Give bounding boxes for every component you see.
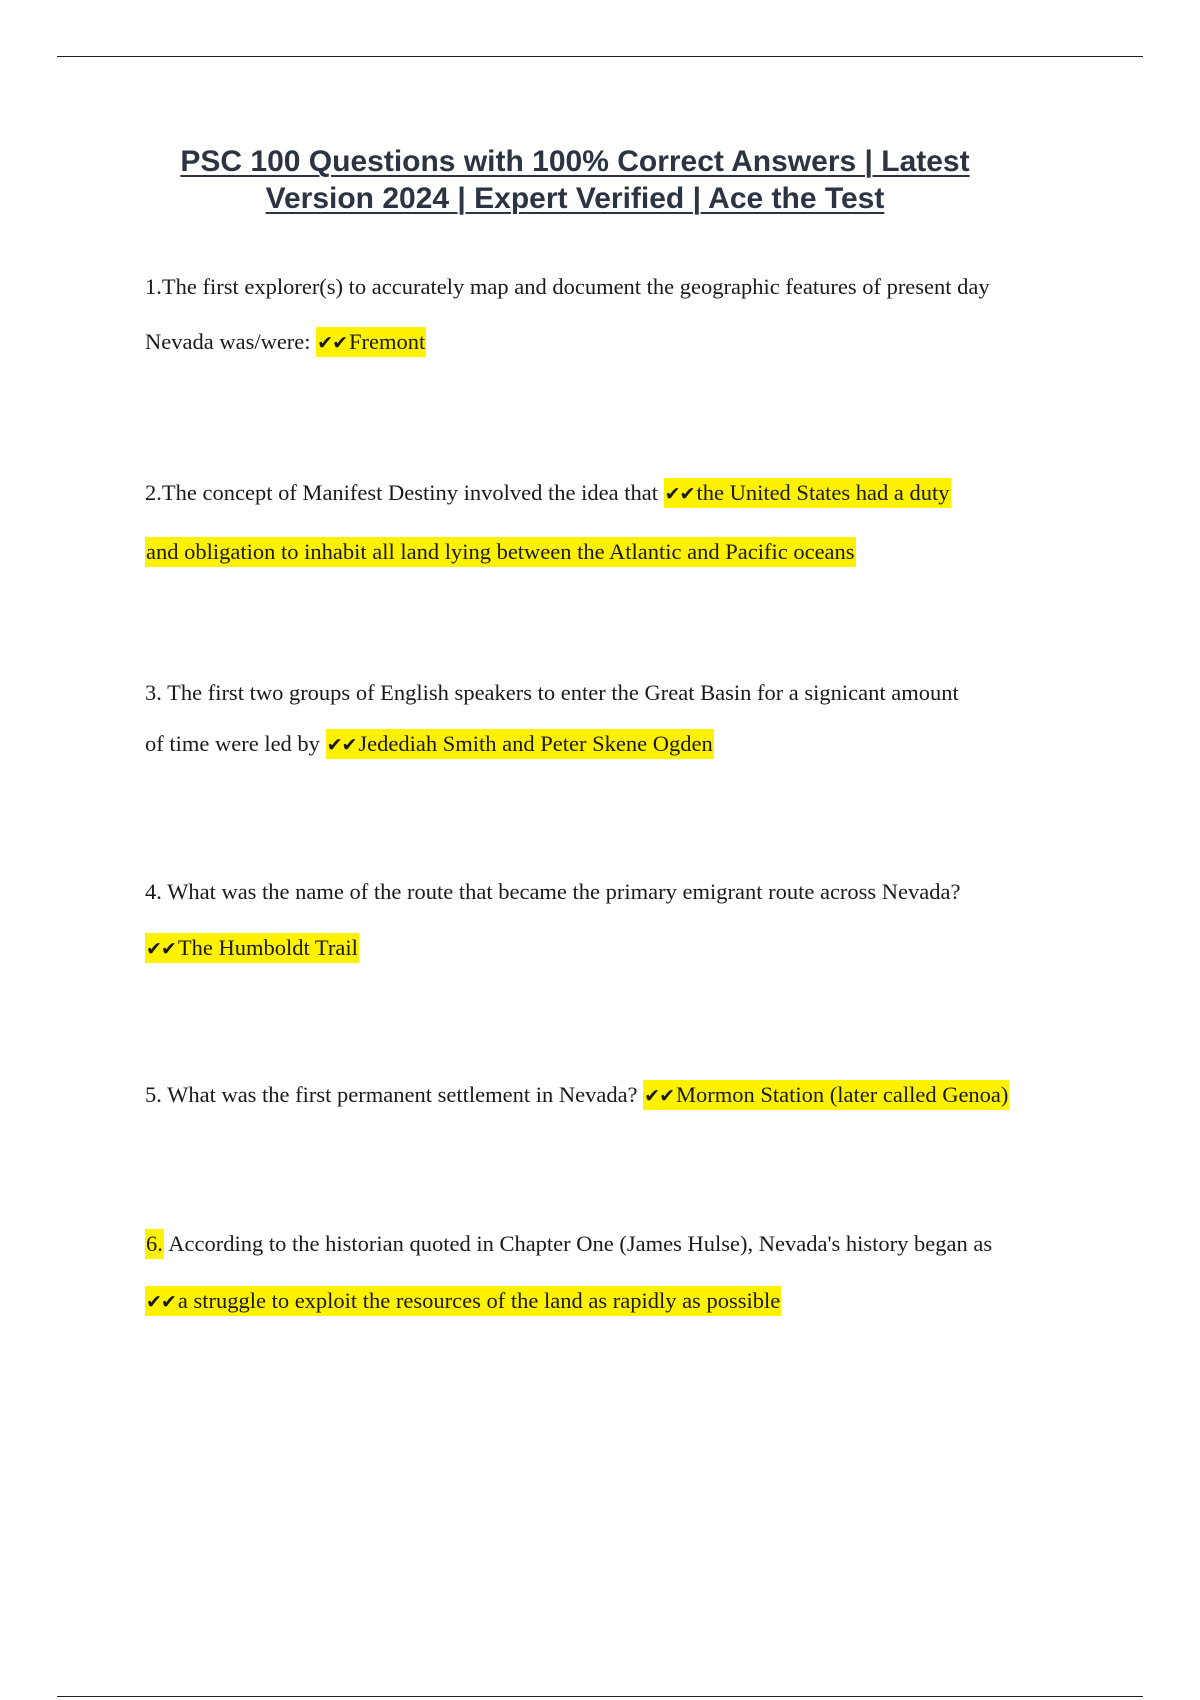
- answer-4-text: The Humboldt Trail: [177, 935, 358, 960]
- title-line-1: PSC 100 Questions with 100% Correct Answers | Latest: [180, 145, 970, 178]
- answer-3-text: Jedediah Smith and Peter Skene Ogden: [358, 731, 713, 756]
- answer-6-text: a struggle to exploit the resources of the land as rapidly as possible: [177, 1288, 781, 1313]
- answer-3-highlight: [326, 729, 714, 759]
- question-5-text-1: 5. What was the first permanent settlement in Nevada?: [145, 1082, 644, 1107]
- check-icon: ✔✔: [146, 938, 176, 960]
- question-1-text-1: 1.The first explorer(s) to accurately map and document the geographic features of present day: [145, 274, 990, 299]
- question-3-line-2: [145, 729, 714, 760]
- answer-2-highlight-2: [145, 537, 856, 567]
- question-3-text-2: of time were led by: [145, 731, 326, 756]
- check-icon: ✔✔: [644, 1085, 675, 1107]
- question-4-line-1: [145, 877, 961, 907]
- question-3-line-1: [145, 678, 959, 708]
- question-6-line-2: [145, 1286, 781, 1317]
- question-2-text-1: 2.The concept of Manifest Destiny involved the idea that: [145, 480, 664, 505]
- question-4-text-1: 4. What was the name of the route that became the primary emigrant route across Nevada?: [145, 879, 961, 904]
- check-icon: ✔✔: [146, 1291, 176, 1313]
- bottom-rule: [57, 1696, 1143, 1697]
- question-2-line-1: [145, 478, 951, 509]
- question-1-text-2: Nevada was/were:: [145, 329, 317, 354]
- title-line-2: Version 2024 | Expert Verified | Ace the Test: [265, 182, 885, 215]
- answer-4-highlight: [145, 933, 359, 963]
- answer-2-text-1: the United States had a duty: [696, 480, 950, 505]
- question-1-line-1: [145, 272, 990, 302]
- question-6-number: 6.: [146, 1231, 163, 1256]
- question-4-line-2: [145, 933, 359, 964]
- top-rule: [57, 56, 1143, 57]
- question-3-text-1: 3. The first two groups of English speakers to enter the Great Basin for a signicant amount: [145, 680, 959, 705]
- check-icon: ✔✔: [326, 734, 357, 756]
- answer-2-text-2: and obligation to inhabit all land lying between the Atlantic and Pacific oceans: [146, 539, 855, 564]
- question-6-text-1: According to the historian quoted in Chapter One (James Hulse), Nevada's history began as: [163, 1231, 993, 1256]
- answer-5-text: Mormon Station (later called Genoa): [676, 1082, 1009, 1107]
- check-icon: ✔✔: [317, 332, 348, 354]
- question-6-line-1: [145, 1229, 992, 1259]
- answer-2-highlight-1: [664, 478, 951, 508]
- answer-5-highlight: [643, 1080, 1009, 1110]
- answer-6-highlight: [145, 1286, 781, 1316]
- answer-1-text: Fremont: [349, 329, 426, 354]
- question-6-number-highlight: [145, 1229, 164, 1259]
- question-5-line-1: [145, 1080, 1009, 1111]
- question-2-line-2: [145, 537, 856, 567]
- check-icon: ✔✔: [664, 483, 695, 505]
- question-1-line-2: [145, 327, 426, 358]
- document-title: [100, 143, 1050, 217]
- answer-1-highlight: [316, 327, 426, 357]
